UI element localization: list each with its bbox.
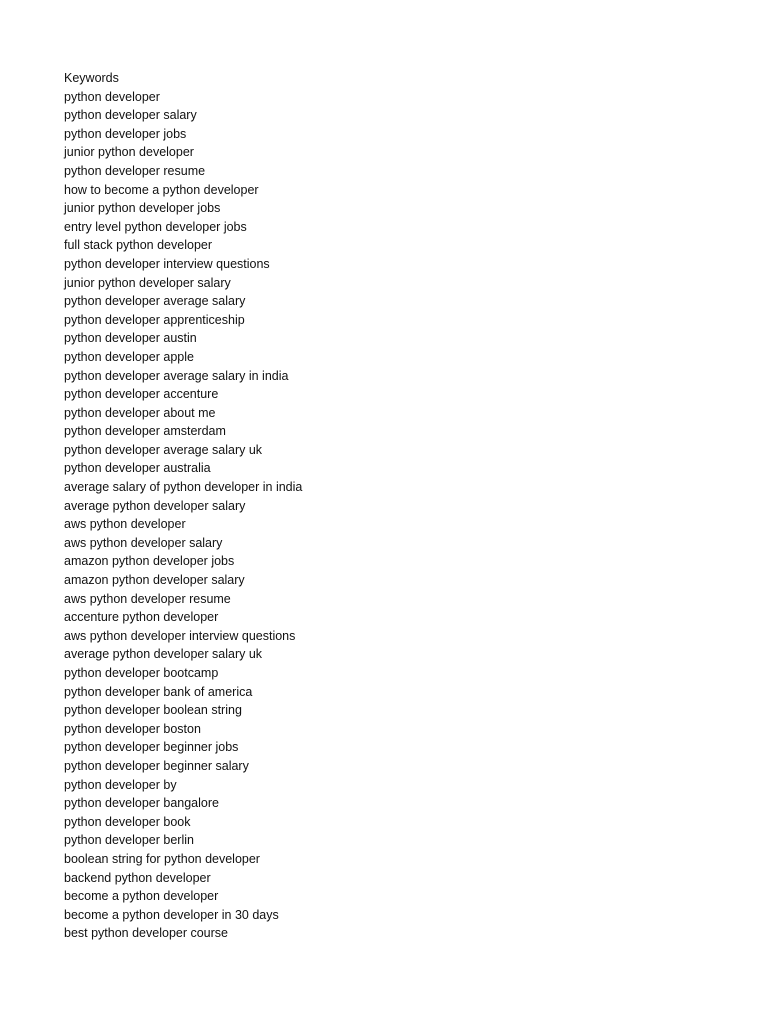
keyword-item: python developer resume: [64, 163, 206, 178]
keyword-item: backend python developer: [64, 870, 211, 885]
keyword-item: python developer average salary uk: [64, 442, 263, 457]
keyword-item: python developer accenture: [64, 387, 219, 402]
keyword-item: aws python developer: [64, 517, 186, 532]
keyword-item: python developer bank of america: [64, 684, 253, 699]
keyword-item: python developer salary: [64, 108, 197, 123]
keyword-item: average salary of python developer in india: [64, 480, 303, 495]
keyword-item: aws python developer salary: [64, 535, 223, 550]
keyword-item: python developer boolean string: [64, 703, 242, 718]
keyword-item: python developer berlin: [64, 833, 194, 848]
keyword-item: average python developer salary: [64, 498, 246, 513]
keywords-heading: Keywords: [64, 71, 119, 85]
keyword-item: python developer about me: [64, 405, 216, 420]
keyword-item: amazon python developer jobs: [64, 554, 235, 569]
keyword-item: python developer apple: [64, 349, 194, 364]
keyword-item: how to become a python developer: [64, 182, 259, 197]
keyword-item: accenture python developer: [64, 610, 219, 625]
keyword-item: python developer bootcamp: [64, 666, 219, 680]
keyword-item: python developer average salary in india: [64, 368, 289, 383]
keyword-item: python developer bangalore: [64, 796, 219, 811]
keyword-item: junior python developer jobs: [64, 201, 221, 216]
keyword-item: python developer interview questions: [64, 256, 270, 271]
keyword-item: aws python developer resume: [64, 591, 231, 606]
keyword-item: become a python developer in 30 days: [64, 907, 279, 922]
keyword-item: boolean string for python developer: [64, 851, 260, 866]
keyword-item: python developer jobs: [64, 126, 187, 141]
keyword-item: amazon python developer salary: [64, 573, 245, 588]
keyword-item: python developer apprenticeship: [64, 312, 245, 327]
keyword-item: become a python developer: [64, 889, 219, 904]
keyword-item: python developer beginner jobs: [64, 740, 239, 755]
keyword-item: python developer amsterdam: [64, 424, 226, 439]
keyword-item: python developer average salary: [64, 294, 246, 309]
keyword-item: average python developer salary uk: [64, 647, 263, 662]
keyword-item: best python developer course: [64, 926, 228, 941]
keyword-item: python developer beginner salary: [64, 758, 249, 773]
keyword-list: [64, 69, 302, 943]
keyword-item: entry level python developer jobs: [64, 219, 247, 234]
keyword-item: junior python developer: [64, 145, 194, 160]
keyword-item: python developer by: [64, 777, 177, 792]
keyword-item: full stack python developer: [64, 238, 213, 253]
keyword-item: python developer boston: [64, 721, 201, 736]
keyword-item: python developer australia: [64, 461, 211, 476]
keyword-item: python developer book: [64, 814, 191, 829]
keyword-item: python developer: [64, 89, 160, 104]
keyword-item: junior python developer salary: [64, 275, 231, 290]
keyword-item: python developer austin: [64, 331, 197, 346]
keyword-item: aws python developer interview questions: [64, 628, 296, 643]
